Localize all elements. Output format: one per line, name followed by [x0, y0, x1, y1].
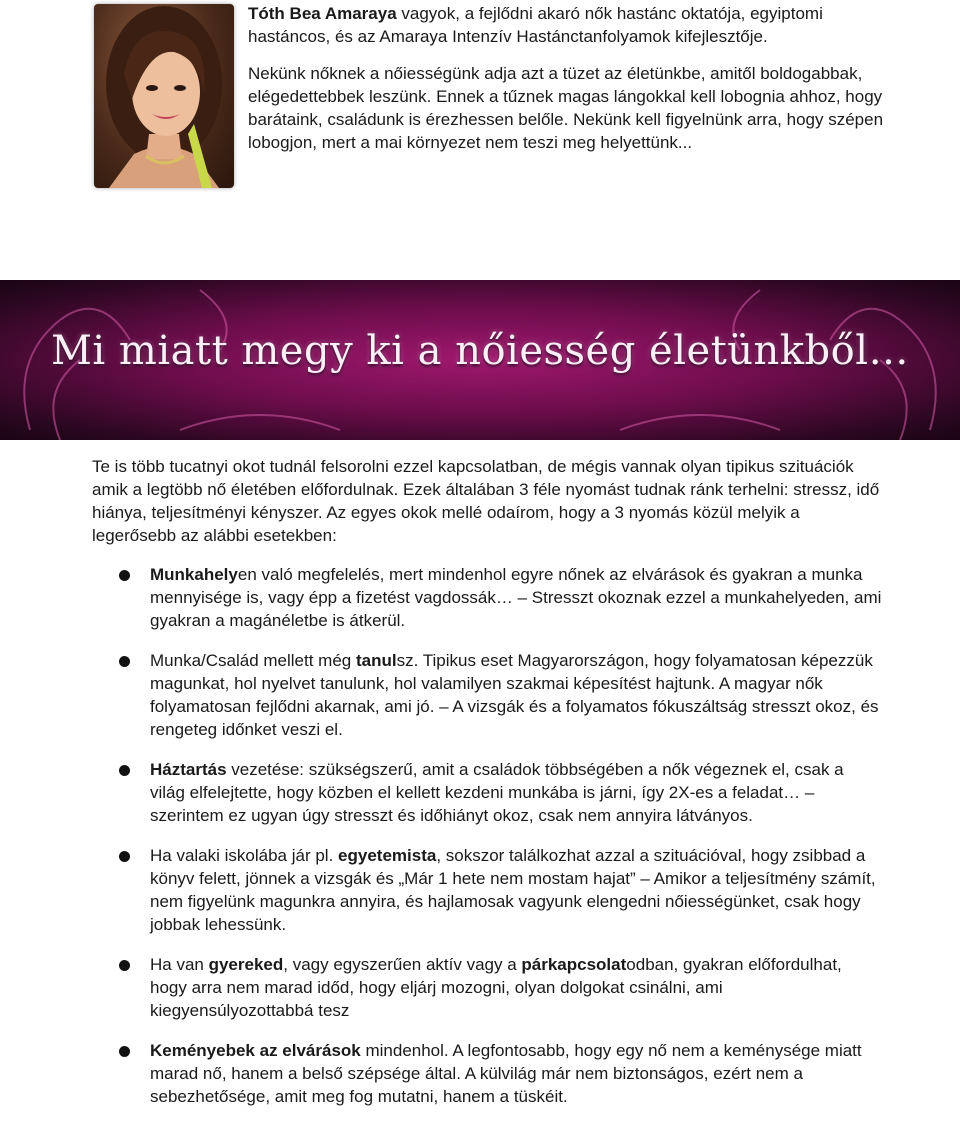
- bullet-keyword: tanul: [355, 651, 397, 670]
- intro-text: [248, 2, 888, 168]
- list-item: [92, 953, 882, 1022]
- bullet-text: Ha van: [150, 955, 209, 974]
- banner-title: Mi miatt megy ki a nőiesség életünkből…: [50, 328, 910, 374]
- bullet-text: sz. Tipikus eset Magyarországon, hogy folyamatosan képezzük magunkat, hol nyelvet tanulunk, hol valamilyen szakmai képesítést hajtunk. A magyar nők folyamatosan fejlődni akarnak, ami jó. – A vizsgák és a folyamatos fókuszáltság stresszt okoz, és rengeteg időnket veszi el.: [150, 651, 879, 739]
- author-name: Tóth Bea Amaraya: [248, 4, 397, 23]
- list-item: [92, 1039, 882, 1108]
- bullet-keyword: Munkahely: [150, 565, 238, 584]
- bullet-keyword: Keményebek az elvárások: [150, 1041, 361, 1060]
- bullet-keyword: egyetemista: [338, 846, 437, 865]
- list-item: [92, 844, 882, 936]
- reasons-list: [92, 563, 882, 1125]
- bullet-dot: [119, 656, 130, 667]
- intro-paragraph-1: [248, 2, 888, 48]
- bullet-keyword: Háztartás: [150, 760, 227, 779]
- body-text: [92, 455, 882, 547]
- author-photo: [94, 4, 234, 188]
- intro-paragraph-1-text: vagyok, a fejlődni akaró nők hastánc oktatója, egyiptomi hastáncos, és az Amaraya Intenzív Hastánctanfolyamok kifejlesztője.: [248, 4, 823, 46]
- bullet-text: mindenhol. A legfontosabb, hogy egy nő nem a keménysége miatt marad nő, hanem a belső szépsége által. A külvilág már nem biztonságos, ezért nem a sebezhetősége, amit meg fog mutatni, hanem a tüskéit.: [150, 1041, 862, 1106]
- bullet-dot: [119, 1046, 130, 1057]
- bullet-dot: [119, 960, 130, 971]
- list-item: [92, 563, 882, 632]
- bullet-keyword: gyereked: [208, 955, 284, 974]
- bullet-text: en való megfelelés, mert mindenhol egyre nőnek az elvárások és gyakran a munka mennyisége is, vagy épp a fizetést vagdossák… – Stresszt okoznak ezzel a munkahelyeden, ami gyakran a magánéletbe is átkerül.: [150, 565, 882, 630]
- body-paragraph: Te is több tucatnyi okot tudnál felsorolni ezzel kapcsolatban, de mégis vannak olyan tipikus szituációk amik a legtöbb nő életében előfordulnak. Ezek általában 3 féle nyomást tudnak ránk terhelni: stressz, idő hiánya, teljesítményi kényszer. Az egyes okok mellé odaírom, hogy a 3 nyomás közül melyik a legerősebb az alábbi esetekben:: [92, 457, 880, 545]
- bullet-keyword: párkapcsolat: [521, 955, 627, 974]
- intro-paragraph-2: Nekünk nőknek a nőiességünk adja azt a tüzet az életünkbe, amitől boldogabbak, elégedettebbek leszünk. Ennek a tűznek magas lángokkal kell lobognia ahhoz, hogy barátaink, családunk is érezhessen belőle. Nekünk kell figyelnünk arra, hogy szépen lobogjon, mert a mai környezet nem teszi meg helyettünk...: [248, 64, 884, 152]
- bullet-dot: [119, 570, 130, 581]
- list-item: [92, 758, 882, 827]
- list-item: [92, 649, 882, 741]
- bullet-text: Ha valaki iskolába jár pl.: [150, 846, 339, 865]
- bullet-text: , sokszor találkozhat azzal a szituációval, hogy zsibbad a könyv felett, jönnek a vizsgák és „Már 1 hete nem mostam hajat” – Amikor a teljesítmény számít, nem figyelünk magunkra annyira, és hajlamosak vagyunk elengedni nőiességünket, csak hogy jobbak lehessünk.: [150, 846, 876, 934]
- bullet-text: Munka/Család mellett még: [150, 651, 356, 670]
- bullet-text: , vagy egyszerűen aktív vagy a: [283, 955, 522, 974]
- bullet-dot: [119, 765, 130, 776]
- bullet-text: vezetése: szükségszerű, amit a családok többségében a nők végeznek el, csak a világ elfelejtette, hogy közben el kellett kezdeni munkába is járni, így 2X-es a feladat… – szerintem ez ugyan úgy stresszt és időhiányt okoz, csak nem annyira látványos.: [150, 760, 844, 825]
- bullet-text: odban, gyakran előfordulhat, hogy arra nem marad időd, hogy eljárj mozogni, olyan dolgokat csinálni, ami kiegyensúlyozottabbá tesz: [150, 955, 842, 1020]
- bullet-dot: [119, 851, 130, 862]
- section-banner: [0, 280, 960, 440]
